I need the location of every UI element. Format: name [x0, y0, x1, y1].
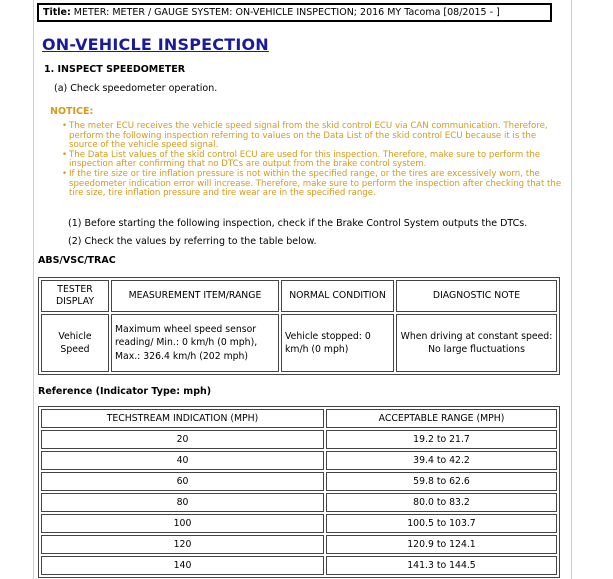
col-measurement: MEASUREMENT ITEM/RANGE [111, 280, 279, 312]
notice-item [62, 151, 562, 170]
bullet-icon: • [62, 149, 68, 160]
title-bar [37, 3, 552, 22]
notice-title: NOTICE: [50, 106, 94, 117]
step-title: 1. INSPECT SPEEDOMETER [44, 64, 186, 75]
cell-measurement: Maximum wheel speed sensor reading/ Min.: 0 km/h (0 mph), Max.: 326.4 km/h (202 mph) [111, 314, 279, 372]
note-1: (1) Before starting the following inspection, check if the Brake Control System outputs the DTCs. [68, 218, 528, 229]
notice-text: The meter ECU receives the vehicle speed signal from the skid control ECU via CAN communication. Therefore, perform the following inspection referring to values on the Data List of the skid control ECU because it is the source of the vehicle speed signal. [69, 121, 548, 151]
cell-indication: 100 [41, 514, 324, 533]
notice-item [62, 170, 562, 199]
table-row [41, 493, 557, 512]
page-heading: ON-VEHICLE INSPECTION [42, 35, 269, 54]
table-row [41, 451, 557, 470]
cell-indication: 120 [41, 535, 324, 554]
table-header-row [41, 409, 557, 428]
col-normal-condition: NORMAL CONDITION [281, 280, 394, 312]
cell-range: 120.9 to 124.1 [326, 535, 557, 554]
notice-list [62, 122, 562, 199]
table-row [41, 535, 557, 554]
cell-range: 80.0 to 83.2 [326, 493, 557, 512]
bullet-icon: • [62, 121, 68, 131]
col-acceptable-range: ACCEPTABLE RANGE (MPH) [326, 409, 557, 428]
substep-a: (a) Check speedometer operation. [54, 83, 218, 94]
reference-heading: Reference (Indicator Type: mph) [38, 386, 212, 397]
cell-diagnostic-note: When driving at constant speed: No large fluctuations [396, 314, 557, 372]
table-row [41, 514, 557, 533]
title-label: Title: [43, 7, 71, 18]
reference-table [38, 406, 560, 578]
table-header-row [41, 280, 557, 312]
cell-range: 19.2 to 21.7 [326, 430, 557, 449]
abs-heading: ABS/VSC/TRAC [38, 255, 116, 266]
cell-indication: 60 [41, 472, 324, 491]
table-row [41, 472, 557, 491]
cell-indication: 20 [41, 430, 324, 449]
table-row [41, 314, 557, 372]
notice-text: If the tire size or tire inflation pressure is not within the specified range, or the tires are excessively worn, the speedometer indication error will increase. Therefore, make sure to perform the inspection after checking that the tire size, tire inflation pressure and tire wear are in the specified range. [69, 168, 562, 199]
col-tester-display: TESTER DISPLAY [41, 280, 109, 312]
col-techstream-indication: TECHSTREAM INDICATION (MPH) [41, 409, 324, 428]
cell-range: 141.3 to 144.5 [326, 556, 557, 575]
cell-tester-display: Vehicle Speed [41, 314, 109, 372]
cell-indication: 80 [41, 493, 324, 512]
cell-normal-condition: Vehicle stopped: 0 km/h (0 mph) [281, 314, 394, 372]
cell-indication: 140 [41, 556, 324, 575]
data-list-table [38, 277, 560, 375]
note-2: (2) Check the values by referring to the table below. [68, 236, 317, 247]
notice-item [62, 122, 562, 151]
title-text: METER: METER / GAUGE SYSTEM: ON-VEHICLE INSPECTION; 2016 MY Tacoma [08/2015 - ] [70, 7, 500, 18]
cell-range: 100.5 to 103.7 [326, 514, 557, 533]
bullet-icon: • [62, 168, 68, 179]
table-row [41, 556, 557, 575]
table-row [41, 430, 557, 449]
col-diagnostic-note: DIAGNOSTIC NOTE [396, 280, 557, 312]
cell-indication: 40 [41, 451, 324, 470]
cell-range: 39.4 to 42.2 [326, 451, 557, 470]
notice-text: The Data List values of the skid control ECU are used for this inspection. Therefore, make sure to perform the inspection after confirming that no DTCs are output from the brake control system. [69, 149, 541, 170]
cell-range: 59.8 to 62.6 [326, 472, 557, 491]
